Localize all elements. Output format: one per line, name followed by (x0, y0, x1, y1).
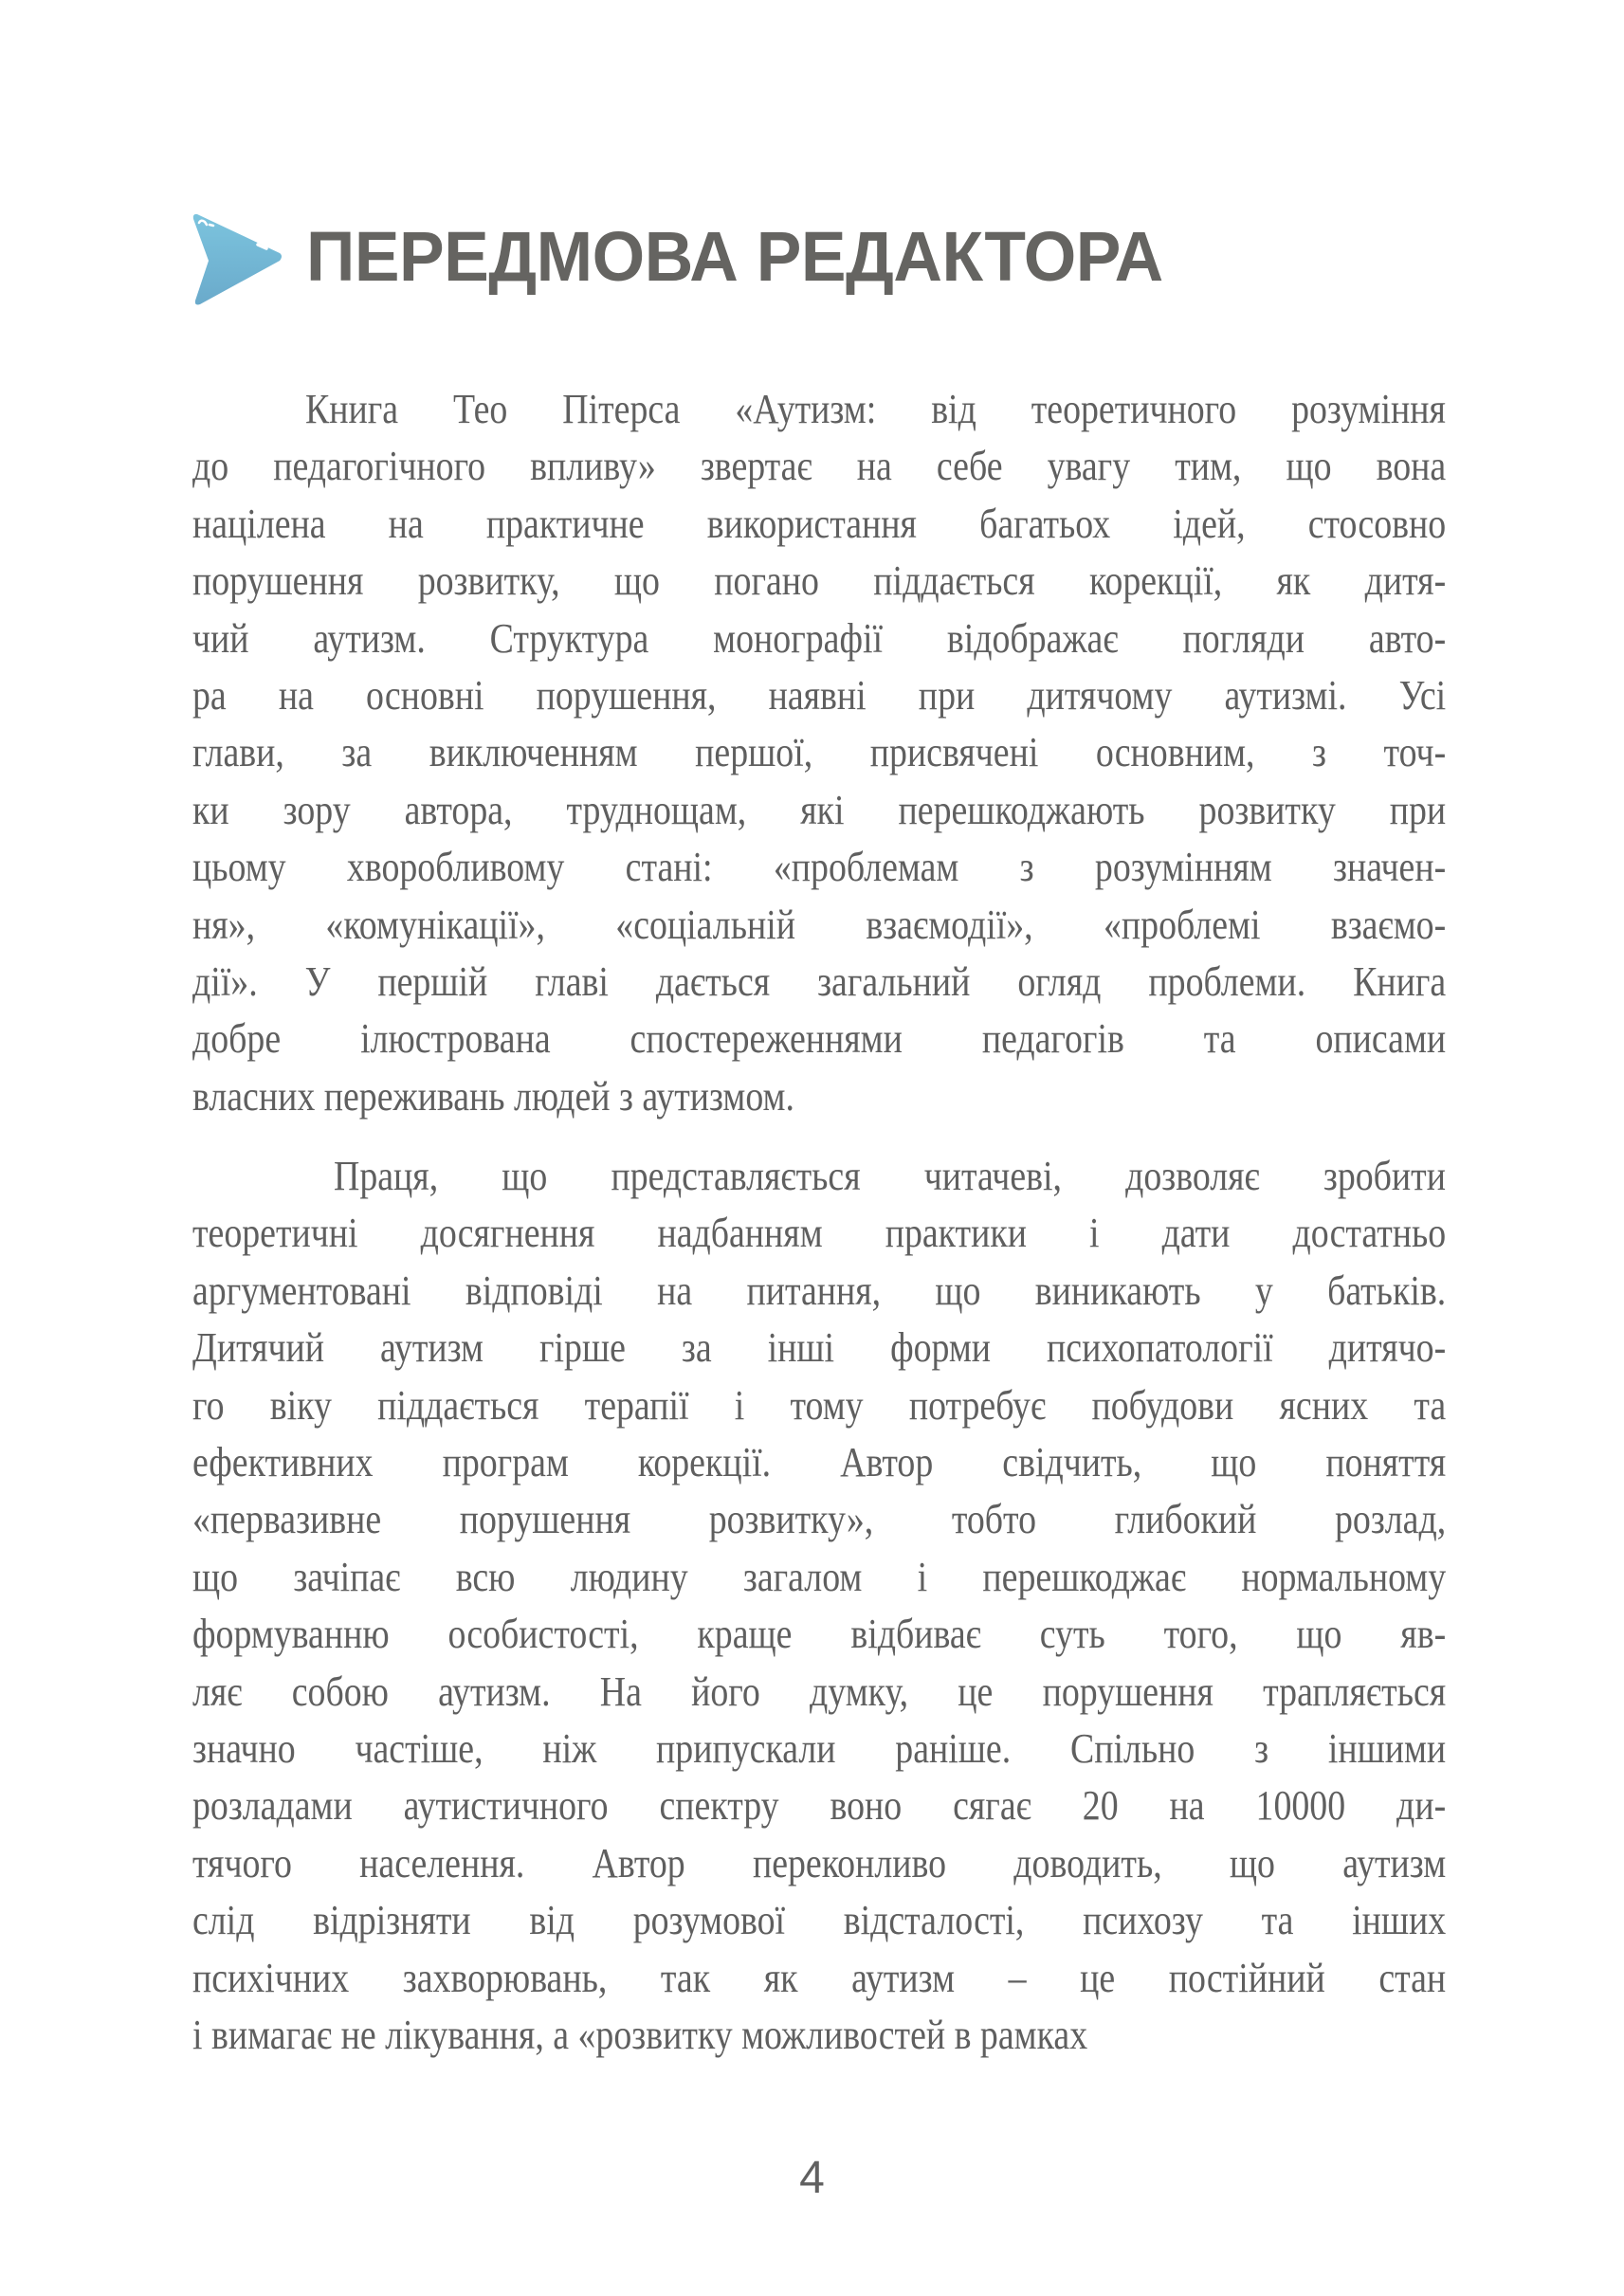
paragraph (192, 1148, 1446, 2064)
arrow-right-icon (190, 211, 284, 308)
text-line: націлена на практичне використання багатьох ідей, стосовно (192, 500, 1447, 547)
text-line: «первазивне порушення розвитку», тобто глибокий розлад, (192, 1496, 1447, 1543)
section-heading (190, 210, 1163, 309)
text-line: ра на основні порушення, наявні при дитячому аутизмі. Усі (192, 671, 1447, 719)
text-line: Праця, що представляється читачеві, дозволяє зробити (334, 1153, 1446, 1200)
text-line: аргументовані відповіді на питання, що виникають у батьків. (192, 1266, 1447, 1314)
body-text (192, 381, 1446, 2064)
text-line: порушення розвитку, що погано піддається корекції, як дитя- (192, 557, 1447, 605)
text-line: ляє собою аутизм. На його думку, це порушення трапляється (192, 1667, 1447, 1715)
text-line: психічних захворювань, так як аутизм – це постійний стан (192, 1954, 1447, 2001)
page-number: 4 (799, 2153, 825, 2203)
text-line: до педагогічного впливу» звертає на себе увагу тим, що вона (192, 443, 1447, 490)
text-line: добре ілюстрована спостереженнями педагогів та описами (192, 1015, 1447, 1063)
page-title: ПЕРЕДМОВА РЕДАКТОРА (306, 217, 1163, 296)
text-line: ки зору автора, труднощам, які перешкоджають розвитку при (192, 786, 1447, 833)
text-line: глави, за виключенням першої, присвячені основним, з точ- (192, 729, 1447, 776)
text-line: Книга Тео Пітерса «Аутизм: від теоретичного розуміння (305, 386, 1446, 432)
text-line: тячого населення. Автор переконливо доводить, що аутизм (192, 1839, 1447, 1886)
text-line: Дитячий аутизм гірше за інші форми психопатології дитячо- (192, 1324, 1447, 1372)
text-line: ефективних програм корекції. Автор свідчить, що поняття (192, 1439, 1447, 1486)
text-line: що зачіпає всю людину загалом і перешкоджає нормальному (192, 1553, 1447, 1600)
text-line: розладами аутистичного спектру воно сягає 20 на 10000 ди- (192, 1782, 1447, 1830)
text-line: ня», «комунікації», «соціальній взаємодії», «проблемі взаємо- (192, 901, 1447, 948)
text-line: і вимагає не лікування, а «розвитку можливостей в рамках (192, 2011, 1088, 2058)
text-line: го віку піддається терапії і тому потребує побудови ясних та (192, 1381, 1447, 1429)
text-line: цьому хворобливому стані: «проблемам з розумінням значен- (192, 844, 1447, 891)
text-line: дії». У першій главі дається загальний огляд проблеми. Книга (192, 957, 1447, 1005)
text-line: теоретичні досягнення надбанням практики і дати достатньо (192, 1210, 1447, 1257)
paragraph (192, 381, 1446, 1125)
text-line: слід відрізняти від розумової відсталості, психозу та інших (192, 1897, 1447, 1944)
text-line: чий аутизм. Структура монографії відображає погляди авто- (192, 614, 1447, 662)
text-line: власних переживань людей з аутизмом. (192, 1072, 794, 1120)
text-line: значно частіше, ніж припускали раніше. Спільно з іншими (192, 1724, 1447, 1772)
text-line: формуванню особистості, краще відбиває суть того, що яв- (192, 1611, 1447, 1658)
